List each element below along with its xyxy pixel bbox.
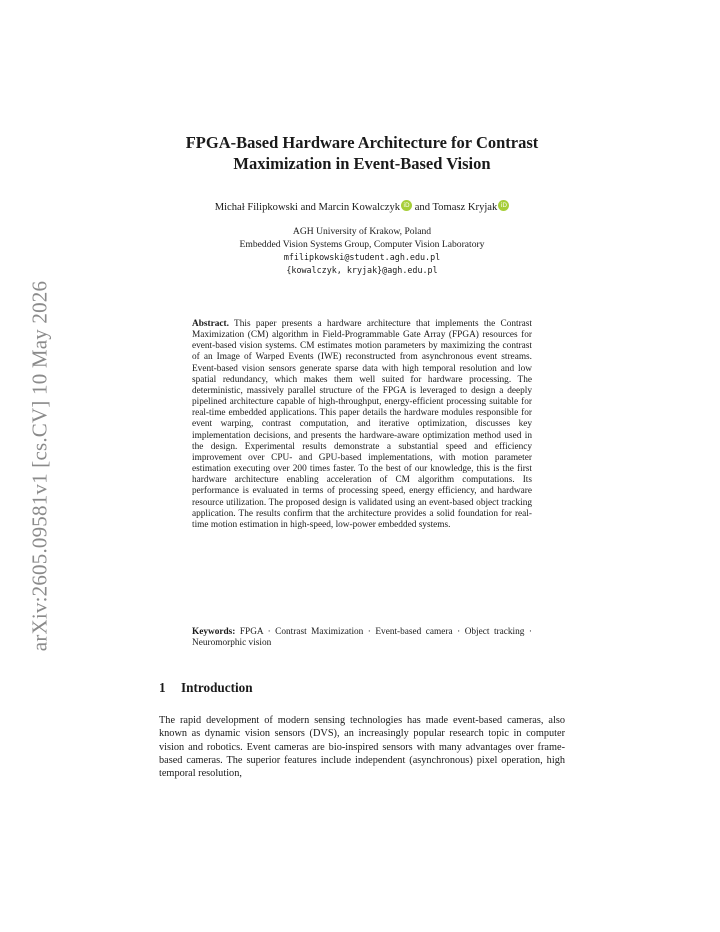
author-list xyxy=(140,200,584,213)
email-1[interactable]: mfilipkowski@student.agh.edu.pl xyxy=(283,252,441,263)
authors-text-2: and Tomasz Kryjak xyxy=(412,202,498,213)
keywords-heading: Keywords: xyxy=(192,627,236,637)
section-title: Introduction xyxy=(181,680,253,695)
affiliation-block xyxy=(140,226,584,276)
title-line-1: FPGA-Based Hardware Architecture for Contrast xyxy=(185,133,539,152)
abstract-body: This paper presents a hardware architecture that implements the Contrast Maximization (CM) algorithm in Field-Programmable Gate Array (FPGA) resources for event-based vision systems. CM estimates motion parameters by maximizing the contrast of an Image of Warped Events (IWE) reconstructed from asynchronous event streams. Event-based vision sensors generate sparse data with high temporal resolution and low spatial redundancy, which makes them well suited for hardware processing. The deterministic, massively parallel structure of the FPGA is leveraged to design a deeply pipelined architecture capable of high-throughput, energy-efficient processing suitable for real-time embedded applications. This paper details the hardware modules responsible for event warping, contrast computation, and iterative optimization, discusses key implementation decisions, and presents the hardware-aware optimization method used in the design. Experimental results demonstrate a substantial speed and efficiency improvement over CPU- and GPU-based implementations, with motion parameter estimation executing over 200 times faster. To the best of our knowledge, this is the first hardware architecture enabling acceleration of CM algorithm computations. Its performance is evaluated in terms of processing speed, energy efficiency, and hardware resource utilization. The proposed design is validated using an event-based object tracking application. The results confirm that the architecture provides a solid foundation for real-time motion estimation in high-speed, low-power embedded systems. xyxy=(192,319,532,530)
abstract xyxy=(192,319,532,531)
keywords xyxy=(192,627,532,649)
orcid-icon[interactable]: iD xyxy=(401,200,412,211)
section-number: 1 xyxy=(159,680,166,695)
authors-text-1: Michał Filipkowski and Marcin Kowalczyk xyxy=(214,202,401,213)
affiliation-group: Embedded Vision Systems Group, Computer Vision Laboratory xyxy=(239,238,485,250)
abstract-heading: Abstract. xyxy=(192,319,229,329)
introduction-paragraph: The rapid development of modern sensing technologies has made event-based cameras, also known as dynamic vision sensors (DVS), an increasingly popular research topic in computer vision and robotics. Event cameras are bio-inspired sensors with many advantages over frame-based cameras. The superior features include independent (asynchronous) pixel operation, high temporal resolution, xyxy=(159,715,565,780)
paper-title xyxy=(140,132,584,174)
title-line-2: Maximization in Event-Based Vision xyxy=(233,154,491,173)
section-heading xyxy=(159,680,253,696)
affiliation-university: AGH University of Krakow, Poland xyxy=(292,226,432,237)
email-2[interactable]: {kowalczyk, kryjak}@agh.edu.pl xyxy=(286,264,438,275)
keywords-body: FPGA · Contrast Maximization · Event-based camera · Object tracking · Neuromorphic vision xyxy=(192,627,532,649)
arxiv-identifier: arXiv:2605.09581v1 [cs.CV] 10 May 2026 xyxy=(27,280,52,652)
orcid-icon[interactable]: iD xyxy=(498,200,509,211)
